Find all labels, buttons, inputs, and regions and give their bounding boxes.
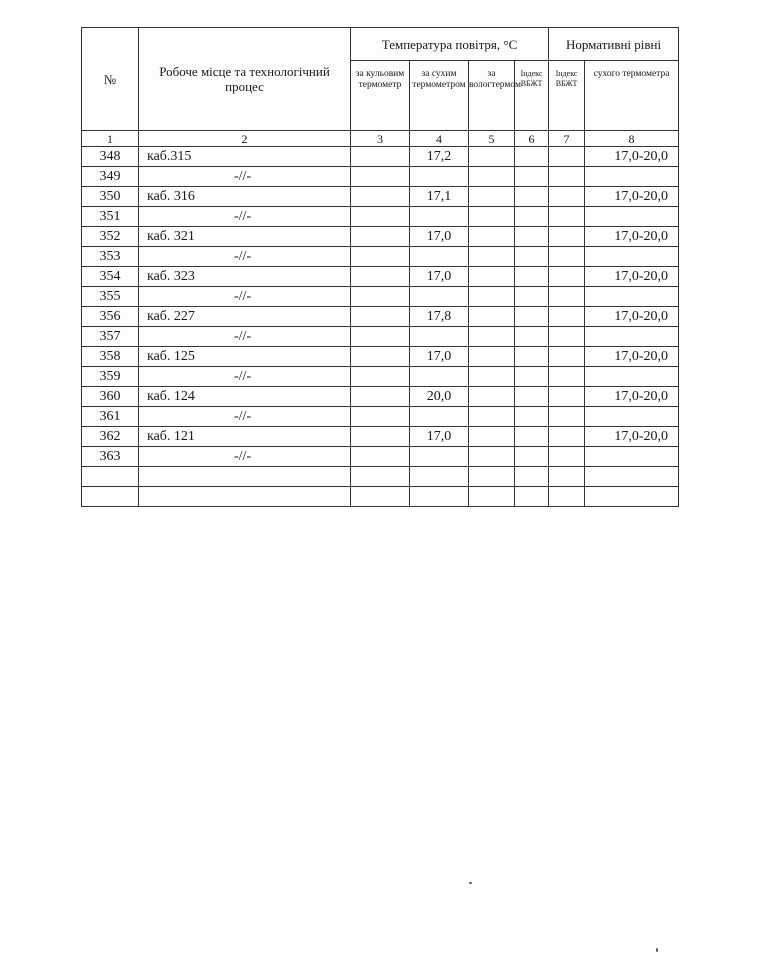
row-norm-wbgt [549, 407, 585, 427]
header-normative-levels: Нормативні рівні [549, 28, 679, 61]
row-ball-temp [351, 247, 410, 267]
row-ball-temp [351, 167, 410, 187]
header-workplace: Робоче місце та технологічний процес [139, 28, 351, 131]
row-ball-temp [351, 287, 410, 307]
row-norm-wbgt [549, 387, 585, 407]
empty-cell [139, 467, 351, 487]
empty-cell [549, 467, 585, 487]
row-norm-dry: 17,0-20,0 [585, 147, 679, 167]
row-dry-temp: 17,8 [410, 307, 469, 327]
row-workplace: каб. 124 [139, 387, 351, 407]
row-number: 358 [82, 347, 139, 367]
column-number: 5 [469, 131, 515, 147]
row-dry-temp: 17,0 [410, 267, 469, 287]
row-wet-temp [469, 367, 515, 387]
row-workplace: -//- [139, 447, 351, 467]
row-norm-dry: 17,0-20,0 [585, 227, 679, 247]
row-ball-temp [351, 367, 410, 387]
row-wbgt-index [515, 247, 549, 267]
row-norm-dry [585, 327, 679, 347]
row-dry-temp [410, 367, 469, 387]
table-row [82, 227, 679, 247]
row-ball-temp [351, 327, 410, 347]
row-wbgt-index [515, 147, 549, 167]
row-norm-wbgt [549, 167, 585, 187]
header-norm-dry-thermometer: сухого термометра [585, 61, 679, 131]
row-wet-temp [469, 447, 515, 467]
row-ball-temp [351, 407, 410, 427]
table-row [82, 207, 679, 227]
empty-cell [82, 487, 139, 507]
row-wet-temp [469, 227, 515, 247]
row-norm-wbgt [549, 247, 585, 267]
row-ball-temp [351, 187, 410, 207]
row-workplace: каб. 316 [139, 187, 351, 207]
row-wet-temp [469, 167, 515, 187]
row-dry-temp [410, 167, 469, 187]
row-ball-temp [351, 207, 410, 227]
row-ball-temp [351, 147, 410, 167]
column-number: 2 [139, 131, 351, 147]
row-number: 363 [82, 447, 139, 467]
row-number: 351 [82, 207, 139, 227]
empty-cell [549, 487, 585, 507]
row-wbgt-index [515, 367, 549, 387]
table-row [82, 307, 679, 327]
row-number: 354 [82, 267, 139, 287]
empty-cell [351, 487, 410, 507]
row-wbgt-index [515, 227, 549, 247]
row-number: 349 [82, 167, 139, 187]
table-row [82, 367, 679, 387]
row-wet-temp [469, 327, 515, 347]
row-norm-dry [585, 247, 679, 267]
column-number: 7 [549, 131, 585, 147]
row-wet-temp [469, 307, 515, 327]
row-norm-dry: 17,0-20,0 [585, 347, 679, 367]
row-dry-temp: 17,0 [410, 427, 469, 447]
header-wbgt-index: Індекс ВБЖТ [515, 61, 549, 131]
table-row [82, 327, 679, 347]
empty-cell [469, 467, 515, 487]
row-number: 359 [82, 367, 139, 387]
table-row [82, 347, 679, 367]
row-norm-dry [585, 167, 679, 187]
row-ball-temp [351, 227, 410, 247]
header-air-temperature: Температура повітря, °С [351, 28, 549, 61]
row-number: 361 [82, 407, 139, 427]
row-dry-temp [410, 247, 469, 267]
row-norm-dry: 17,0-20,0 [585, 387, 679, 407]
row-workplace: -//- [139, 367, 351, 387]
row-wbgt-index [515, 267, 549, 287]
row-dry-temp: 20,0 [410, 387, 469, 407]
row-workplace: -//- [139, 207, 351, 227]
row-wbgt-index [515, 327, 549, 347]
row-number: 350 [82, 187, 139, 207]
empty-cell [82, 467, 139, 487]
empty-cell [139, 487, 351, 507]
row-norm-dry: 17,0-20,0 [585, 187, 679, 207]
row-workplace: -//- [139, 407, 351, 427]
measurement-table [81, 27, 679, 507]
row-norm-dry: 17,0-20,0 [585, 427, 679, 447]
row-workplace: каб. 321 [139, 227, 351, 247]
table-row [82, 187, 679, 207]
row-wet-temp [469, 247, 515, 267]
row-ball-temp [351, 387, 410, 407]
row-workplace: -//- [139, 327, 351, 347]
row-dry-temp [410, 327, 469, 347]
row-dry-temp: 17,2 [410, 147, 469, 167]
row-wet-temp [469, 387, 515, 407]
row-dry-temp [410, 207, 469, 227]
row-workplace: каб. 125 [139, 347, 351, 367]
row-norm-dry: 17,0-20,0 [585, 267, 679, 287]
empty-cell [515, 487, 549, 507]
empty-cell [410, 467, 469, 487]
row-wbgt-index [515, 307, 549, 327]
empty-cell [410, 487, 469, 507]
row-number: 362 [82, 427, 139, 447]
row-number: 356 [82, 307, 139, 327]
row-ball-temp [351, 307, 410, 327]
row-ball-temp [351, 347, 410, 367]
row-wet-temp [469, 407, 515, 427]
column-number-row [82, 131, 679, 147]
row-norm-wbgt [549, 187, 585, 207]
row-number: 353 [82, 247, 139, 267]
table-row [82, 427, 679, 447]
row-wet-temp [469, 147, 515, 167]
row-norm-dry [585, 447, 679, 467]
row-wbgt-index [515, 447, 549, 467]
row-norm-wbgt [549, 447, 585, 467]
empty-row [82, 487, 679, 507]
empty-cell [469, 487, 515, 507]
row-norm-wbgt [549, 267, 585, 287]
row-ball-temp [351, 447, 410, 467]
row-number: 348 [82, 147, 139, 167]
table-row [82, 247, 679, 267]
row-wbgt-index [515, 187, 549, 207]
row-wet-temp [469, 347, 515, 367]
row-workplace: каб. 227 [139, 307, 351, 327]
column-number: 3 [351, 131, 410, 147]
column-number: 6 [515, 131, 549, 147]
row-norm-dry: 17,0-20,0 [585, 307, 679, 327]
row-norm-dry [585, 367, 679, 387]
row-wbgt-index [515, 287, 549, 307]
empty-row [82, 467, 679, 487]
row-wbgt-index [515, 207, 549, 227]
row-wet-temp [469, 287, 515, 307]
header-number: № [82, 28, 139, 131]
column-number: 4 [410, 131, 469, 147]
row-norm-wbgt [549, 367, 585, 387]
column-number: 8 [585, 131, 679, 147]
row-wet-temp [469, 207, 515, 227]
row-norm-wbgt [549, 287, 585, 307]
row-ball-temp [351, 427, 410, 447]
header-ball-thermometer: за кульовим термометр [351, 61, 410, 131]
row-wbgt-index [515, 387, 549, 407]
row-workplace: каб.315 [139, 147, 351, 167]
row-dry-temp [410, 287, 469, 307]
table-row [82, 447, 679, 467]
header-wet-thermometer: за вологтермом [469, 61, 515, 131]
table-row [82, 287, 679, 307]
empty-cell [585, 467, 679, 487]
table-row [82, 147, 679, 167]
row-workplace: каб. 323 [139, 267, 351, 287]
row-dry-temp: 17,0 [410, 227, 469, 247]
row-workplace: -//- [139, 247, 351, 267]
table-row [82, 167, 679, 187]
empty-cell [585, 487, 679, 507]
header-dry-thermometer: за сухим термометром [410, 61, 469, 131]
row-number: 352 [82, 227, 139, 247]
row-wbgt-index [515, 347, 549, 367]
row-norm-wbgt [549, 227, 585, 247]
row-number: 360 [82, 387, 139, 407]
row-norm-wbgt [549, 207, 585, 227]
scan-speck [656, 948, 658, 952]
table-row [82, 387, 679, 407]
row-norm-dry [585, 287, 679, 307]
row-norm-dry [585, 407, 679, 427]
scan-speck [469, 882, 472, 884]
row-workplace: -//- [139, 167, 351, 187]
row-norm-wbgt [549, 307, 585, 327]
row-number: 355 [82, 287, 139, 307]
row-wet-temp [469, 427, 515, 447]
row-wbgt-index [515, 167, 549, 187]
row-ball-temp [351, 267, 410, 287]
empty-cell [515, 467, 549, 487]
row-norm-wbgt [549, 347, 585, 367]
row-norm-dry [585, 207, 679, 227]
table-row [82, 407, 679, 427]
header-norm-wbgt-index: Індекс ВБЖТ [549, 61, 585, 131]
row-dry-temp: 17,1 [410, 187, 469, 207]
row-norm-wbgt [549, 147, 585, 167]
empty-cell [351, 467, 410, 487]
row-norm-wbgt [549, 327, 585, 347]
row-workplace: -//- [139, 287, 351, 307]
row-workplace: каб. 121 [139, 427, 351, 447]
row-wet-temp [469, 267, 515, 287]
row-wet-temp [469, 187, 515, 207]
row-dry-temp: 17,0 [410, 347, 469, 367]
row-dry-temp [410, 407, 469, 427]
row-wbgt-index [515, 407, 549, 427]
row-number: 357 [82, 327, 139, 347]
column-number: 1 [82, 131, 139, 147]
row-dry-temp [410, 447, 469, 467]
table-row [82, 267, 679, 287]
row-norm-wbgt [549, 427, 585, 447]
row-wbgt-index [515, 427, 549, 447]
